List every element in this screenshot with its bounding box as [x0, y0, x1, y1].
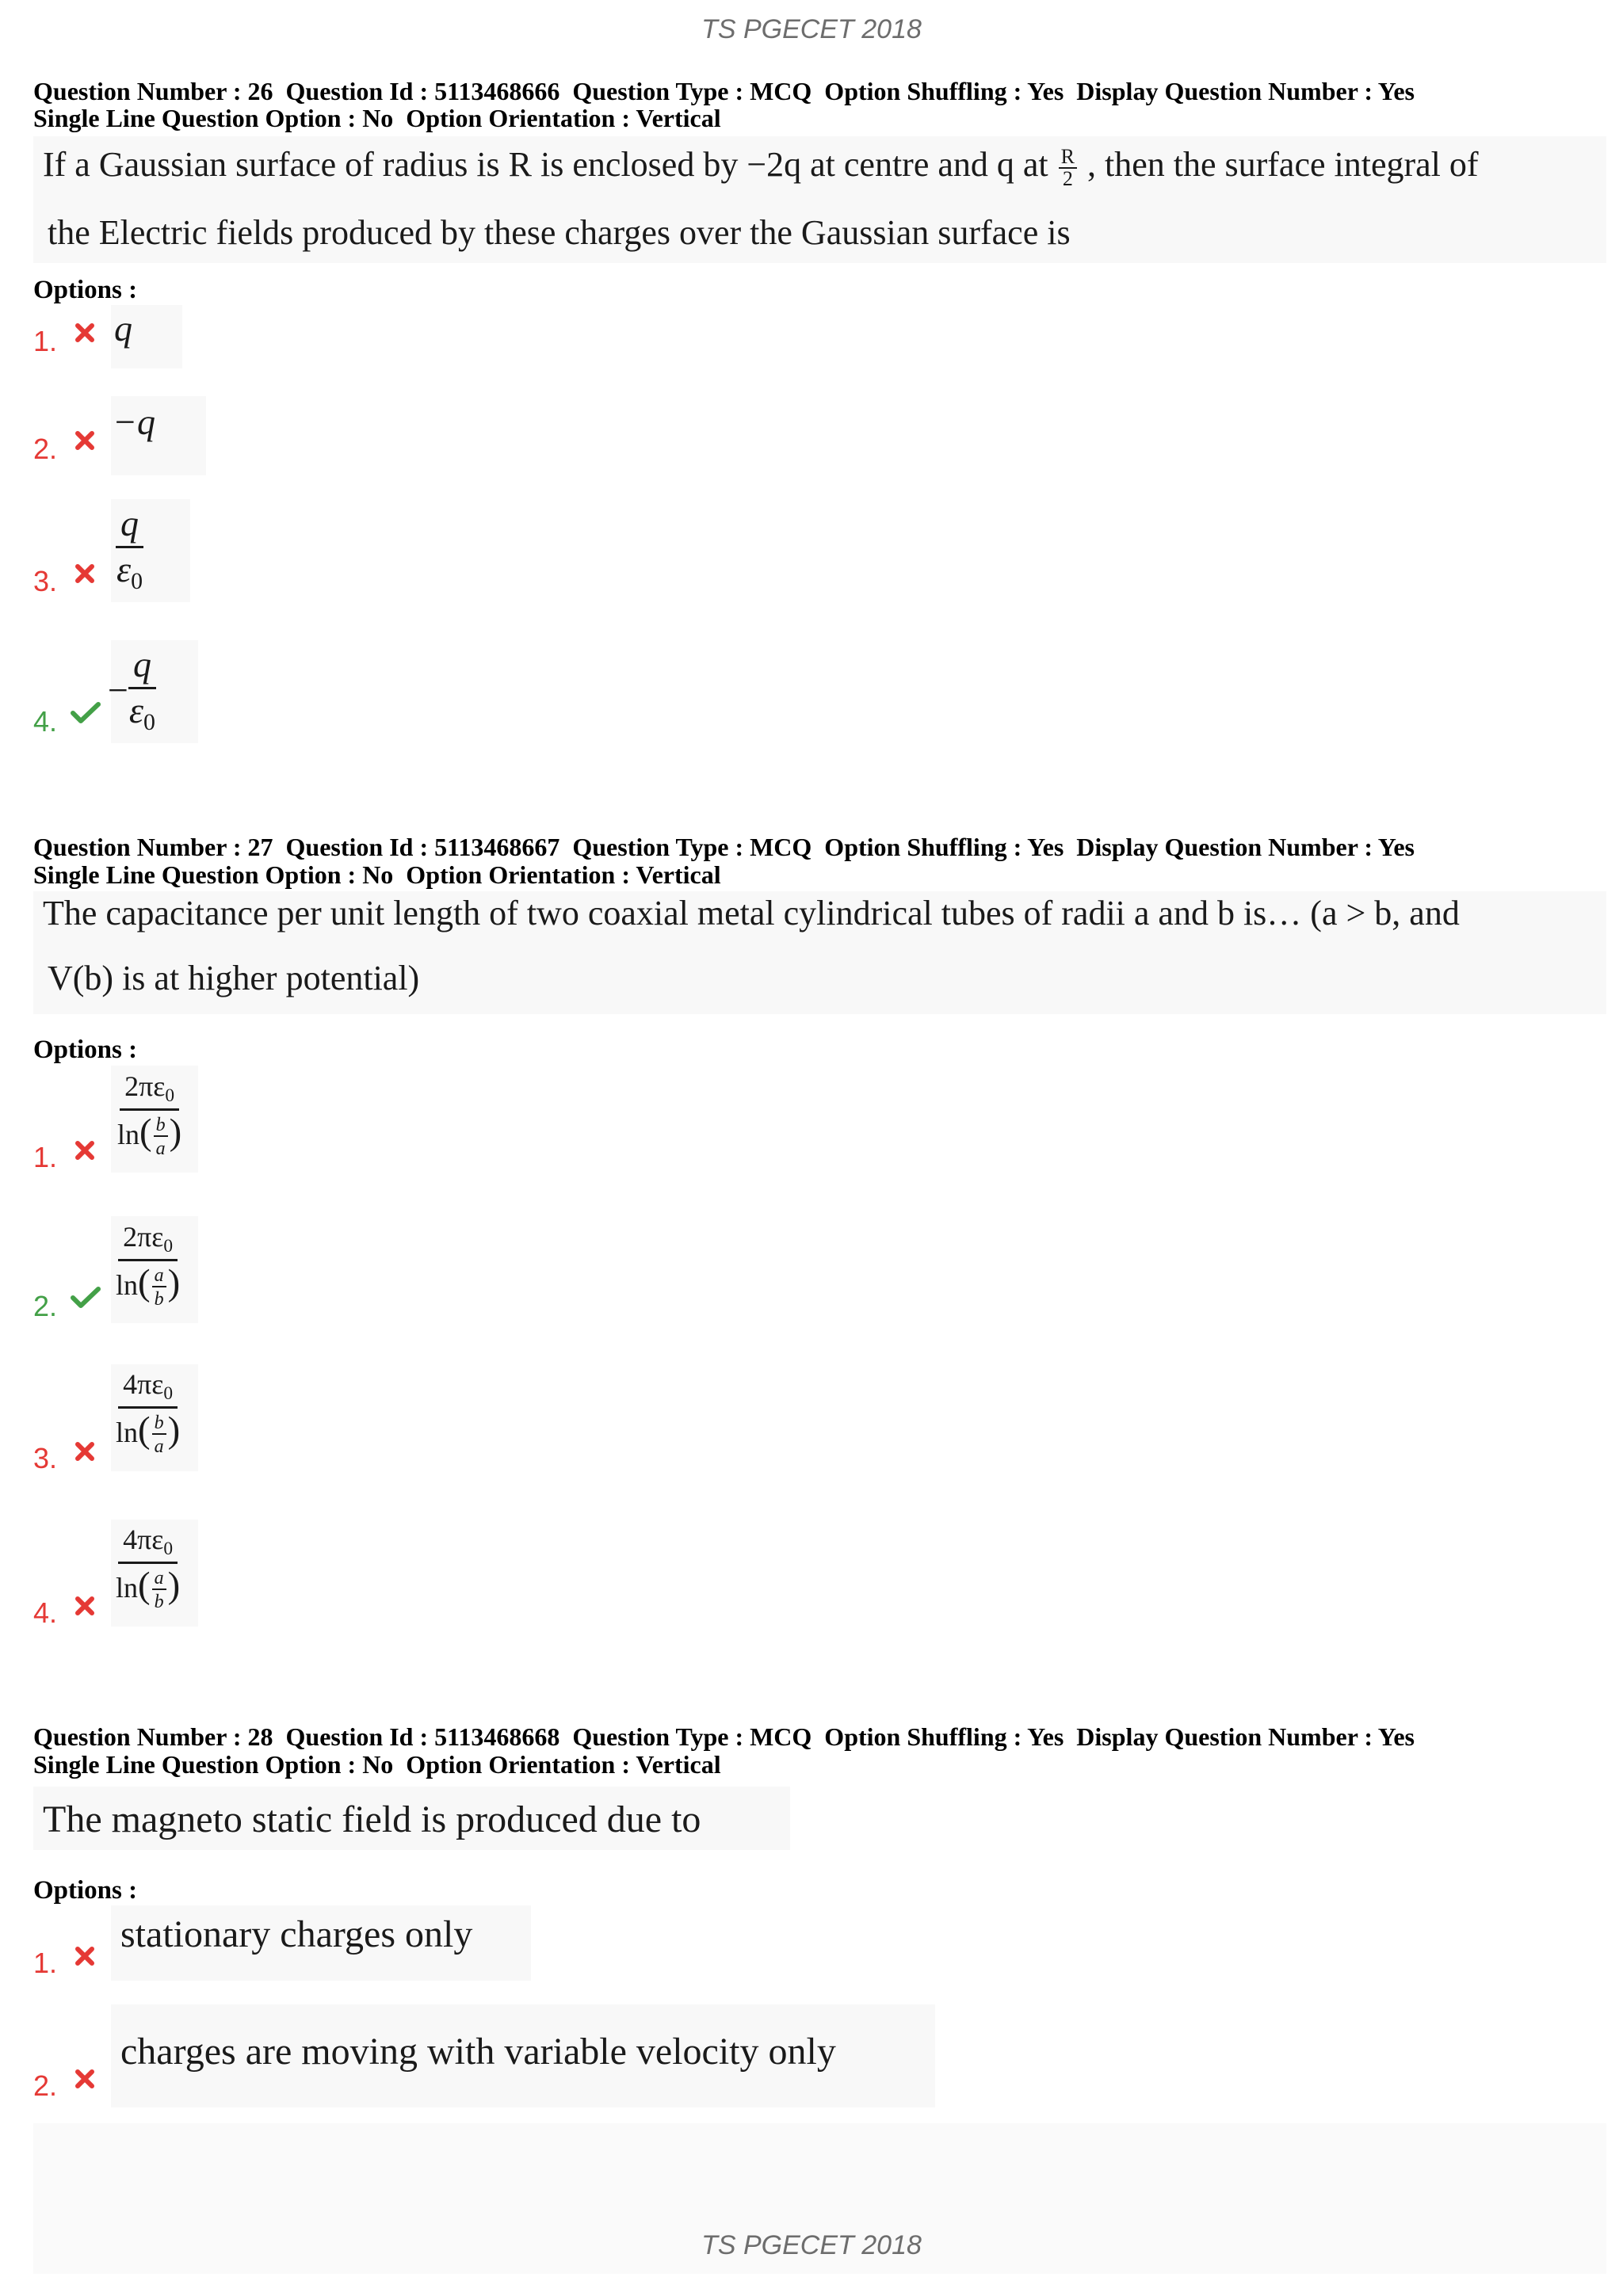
fraction: $\frac{R}{2}$ [1059, 147, 1077, 189]
question-text: The magneto static field is produced due to [33, 1787, 790, 1850]
question-meta: Question Number : 28 Question Id : 5113468668 Question Type : MCQ Option Shuffling : Yes Display Question Number : Yes [33, 1722, 1415, 1751]
question-text: If a Gaussian surface of radius is R is enclosed by −2q at centre and q at $\frac{R}{2}$ , then the surface integral of the Electric fields produced by these charges over the Gaussian surface is [33, 136, 1606, 263]
question-meta: Question Number : 27 Question Id : 5113468667 Question Type : MCQ Option Shuffling : Yes Display Question Number : Yes [33, 833, 1415, 861]
cross-icon [73, 562, 97, 585]
option-answer: $2\pi\varepsilon_0$ ln( $\frac{a}{b}$ ) [116, 1221, 181, 1310]
cross-icon [73, 2067, 97, 2091]
page-footer: TS PGECET 2018 [701, 2230, 922, 2260]
question-text: The capacitance per unit length of two coaxial metal cylindrical tubes of radii a and b is… (a > b, and V(b) is at higher potential) [33, 891, 1606, 1014]
option-answer: charges are moving with variable velocity only [120, 2031, 836, 2073]
option-answer: $2\pi\varepsilon_0$ ln( $\frac{b}{a}$ ) [117, 1070, 182, 1160]
cross-icon [73, 1440, 97, 1463]
cross-icon [73, 1944, 97, 1968]
options-label: Options : [33, 1876, 138, 1905]
option-answer: $4\pi\varepsilon_0$ ln( $\frac{a}{b}$ ) [116, 1524, 181, 1613]
question-meta-2: Single Line Question Option : No Option Orientation : Vertical [33, 1750, 721, 1779]
cross-icon [73, 321, 97, 345]
option-number: 1. [33, 1947, 58, 1979]
option-answer: stationary charges only [120, 1913, 473, 1955]
option-number: 4. [33, 705, 58, 738]
option-answer: $\frac{q}{\varepsilon_0}$ [116, 503, 143, 594]
option-number: 1. [33, 1141, 58, 1173]
question-meta-2: Single Line Question Option : No Option Orientation : Vertical [33, 104, 721, 132]
option-number: 3. [33, 1442, 58, 1474]
cross-icon [73, 429, 97, 452]
question-meta: Question Number : 26 Question Id : 5113468666 Question Type : MCQ Option Shuffling : Yes Display Question Number : Yes [33, 77, 1415, 105]
option-number: 2. [33, 1290, 58, 1322]
option-number: 3. [33, 565, 58, 597]
options-label: Options : [33, 1035, 138, 1064]
cross-icon [73, 1594, 97, 1618]
check-icon [70, 1286, 101, 1310]
cross-icon [73, 1138, 97, 1162]
question-meta-2: Single Line Question Option : No Option Orientation : Vertical [33, 860, 721, 889]
option-number: 2. [33, 2069, 58, 2102]
option-number: 2. [33, 433, 58, 465]
option-number: 4. [33, 1596, 58, 1629]
options-label: Options : [33, 276, 138, 304]
option-number: 1. [33, 325, 58, 357]
option-answer: −q [113, 402, 156, 442]
option-answer: − $\frac{q}{\varepsilon_0}$ [108, 644, 155, 735]
option-answer: q [114, 308, 132, 349]
check-icon [70, 701, 101, 725]
page-header: TS PGECET 2018 [701, 14, 922, 44]
option-answer: $4\pi\varepsilon_0$ ln( $\frac{b}{a}$ ) [116, 1368, 181, 1458]
